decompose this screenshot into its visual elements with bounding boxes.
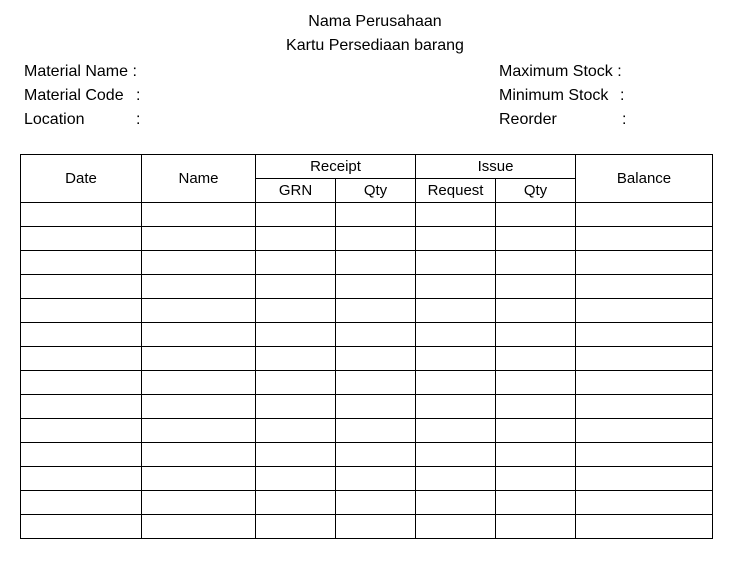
name-cell[interactable] [142,371,256,395]
table-row [21,275,713,299]
issue-qty-cell[interactable] [496,275,576,299]
issue-qty-cell[interactable] [496,419,576,443]
table-row [21,371,713,395]
issue-request-cell[interactable] [416,491,496,515]
table-row [21,515,713,539]
table-row [21,443,713,467]
minimum-stock-colon: : [620,87,625,104]
receipt-grn-cell[interactable] [256,299,336,323]
receipt-grn-cell[interactable] [256,227,336,251]
issue-qty-cell[interactable] [496,227,576,251]
card-title: Kartu Persediaan barang [286,37,464,54]
receipt-grn-cell[interactable] [256,395,336,419]
receipt-grn-cell[interactable] [256,347,336,371]
balance-cell[interactable] [576,515,713,539]
reorder-label: Reorder [499,111,557,128]
receipt-qty-cell[interactable] [336,443,416,467]
issue-request-cell[interactable] [416,395,496,419]
table-row [21,395,713,419]
date-cell[interactable] [21,347,142,371]
issue-request-cell[interactable] [416,515,496,539]
balance-cell[interactable] [576,419,713,443]
table-row [21,467,713,491]
issue-qty-cell[interactable] [496,323,576,347]
name-cell[interactable] [142,347,256,371]
receipt-grn-cell[interactable] [256,515,336,539]
issue-request-cell[interactable] [416,203,496,227]
material-code-colon: : [136,87,141,104]
receipt-qty-cell[interactable] [336,491,416,515]
balance-cell[interactable] [576,467,713,491]
location-label: Location [24,111,85,128]
receipt-qty-cell[interactable] [336,371,416,395]
table-row [21,323,713,347]
receipt-qty-cell[interactable] [336,467,416,491]
date-cell[interactable] [21,371,142,395]
balance-cell[interactable] [576,347,713,371]
name-column-header: Name [142,155,256,203]
receipt-qty-cell[interactable] [336,323,416,347]
receipt-grn-cell[interactable] [256,371,336,395]
date-cell[interactable] [21,395,142,419]
date-cell[interactable] [21,227,142,251]
balance-cell[interactable] [576,323,713,347]
balance-cell[interactable] [576,251,713,275]
date-cell[interactable] [21,275,142,299]
date-cell[interactable] [21,251,142,275]
receipt-grn-cell[interactable] [256,419,336,443]
issue-request-cell[interactable] [416,251,496,275]
issue-qty-cell[interactable] [496,251,576,275]
issue-qty-header: Qty [496,179,576,203]
issue-qty-cell[interactable] [496,371,576,395]
issue-request-cell[interactable] [416,275,496,299]
issue-request-cell[interactable] [416,227,496,251]
receipt-qty-cell[interactable] [336,347,416,371]
name-cell[interactable] [142,515,256,539]
issue-request-cell[interactable] [416,347,496,371]
issue-qty-cell[interactable] [496,299,576,323]
issue-qty-cell[interactable] [496,395,576,419]
balance-cell[interactable] [576,275,713,299]
issue-qty-cell[interactable] [496,203,576,227]
balance-cell[interactable] [576,443,713,467]
issue-group-header: Issue [416,155,576,179]
receipt-grn-cell[interactable] [256,491,336,515]
table-row [21,203,713,227]
issue-request-cell[interactable] [416,371,496,395]
date-cell[interactable] [21,491,142,515]
reorder-colon: : [622,111,627,128]
company-name: Nama Perusahaan [308,13,442,30]
date-cell[interactable] [21,203,142,227]
issue-request-cell[interactable] [416,299,496,323]
name-cell[interactable] [142,467,256,491]
receipt-qty-header: Qty [336,179,416,203]
name-cell[interactable] [142,275,256,299]
receipt-grn-cell[interactable] [256,275,336,299]
issue-request-cell[interactable] [416,443,496,467]
issue-request-header: Request [416,179,496,203]
receipt-qty-cell[interactable] [336,203,416,227]
receipt-qty-cell[interactable] [336,395,416,419]
receipt-qty-cell[interactable] [336,275,416,299]
date-cell[interactable] [21,467,142,491]
receipt-grn-cell[interactable] [256,323,336,347]
receipt-grn-cell[interactable] [256,251,336,275]
issue-request-cell[interactable] [416,419,496,443]
receipt-qty-cell[interactable] [336,515,416,539]
name-cell[interactable] [142,227,256,251]
balance-cell[interactable] [576,227,713,251]
location-colon: : [136,111,141,128]
issue-qty-cell[interactable] [496,491,576,515]
maximum-stock-label: Maximum Stock : [499,63,622,80]
table-row [21,419,713,443]
issue-qty-cell[interactable] [496,443,576,467]
material-name-label: Material Name : [24,63,137,80]
minimum-stock-label: Minimum Stock [499,87,609,104]
receipt-grn-cell[interactable] [256,203,336,227]
table-row [21,251,713,275]
name-cell[interactable] [142,419,256,443]
date-cell[interactable] [21,443,142,467]
balance-cell[interactable] [576,491,713,515]
issue-request-cell[interactable] [416,467,496,491]
receipt-qty-cell[interactable] [336,299,416,323]
issue-request-cell[interactable] [416,323,496,347]
receipt-qty-cell[interactable] [336,419,416,443]
receipt-qty-cell[interactable] [336,251,416,275]
table-row [21,491,713,515]
table-body [21,203,713,539]
issue-qty-cell[interactable] [496,515,576,539]
balance-column-header: Balance [576,155,713,203]
name-cell[interactable] [142,395,256,419]
issue-qty-cell[interactable] [496,467,576,491]
date-cell[interactable] [21,299,142,323]
balance-cell[interactable] [576,299,713,323]
name-cell[interactable] [142,299,256,323]
date-column-header: Date [21,155,142,203]
receipt-qty-cell[interactable] [336,227,416,251]
table-row [21,227,713,251]
name-cell[interactable] [142,443,256,467]
date-cell[interactable] [21,419,142,443]
receipt-grn-cell[interactable] [256,467,336,491]
date-cell[interactable] [21,323,142,347]
balance-cell[interactable] [576,371,713,395]
receipt-group-header: Receipt [256,155,416,179]
date-cell[interactable] [21,515,142,539]
receipt-grn-header: GRN [256,179,336,203]
name-cell[interactable] [142,251,256,275]
balance-cell[interactable] [576,395,713,419]
issue-qty-cell[interactable] [496,347,576,371]
table-row [21,299,713,323]
name-cell[interactable] [142,203,256,227]
material-code-label: Material Code [24,87,124,104]
receipt-grn-cell[interactable] [256,443,336,467]
table-row [21,347,713,371]
balance-cell[interactable] [576,203,713,227]
name-cell[interactable] [142,491,256,515]
stock-card-table [20,154,713,539]
name-cell[interactable] [142,323,256,347]
